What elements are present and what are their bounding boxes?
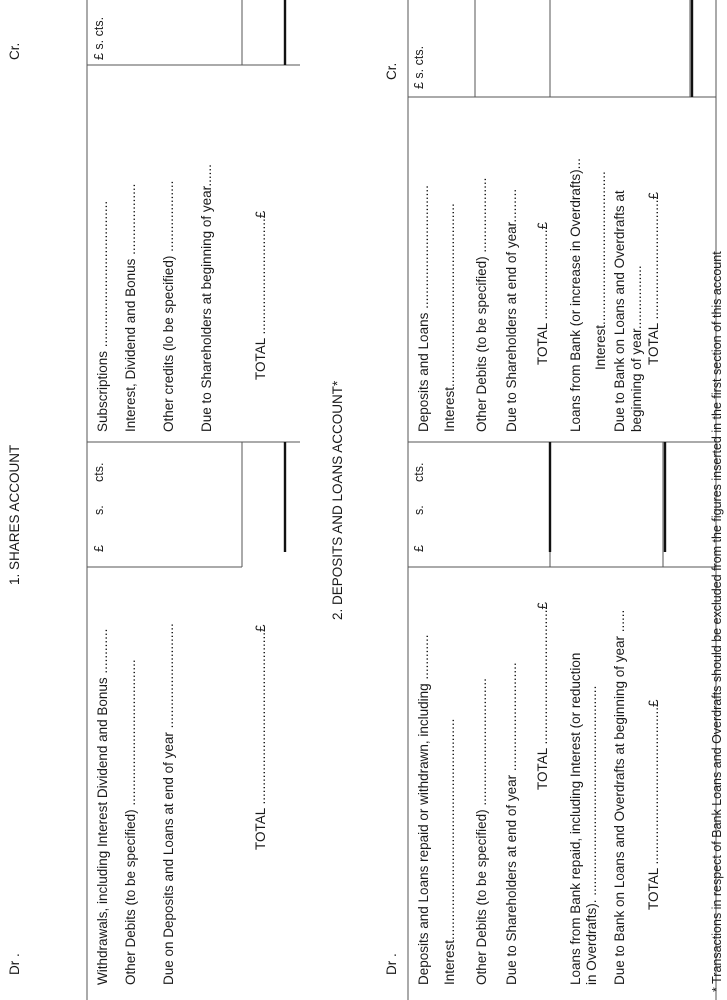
shares-credit-item-2: Interest, Dividend and Bonus ................... (123, 183, 138, 432)
shares-debit-item-3: Due on Deposits and Loans at end of year ............................ (161, 623, 176, 985)
deposits-credit-bank-line-3: Due to Bank on Loans and Overdrafts at (612, 190, 627, 432)
shares-money-header-cents: cts. (92, 462, 106, 482)
shares-credit-total: TOTAL ...............................£ (253, 210, 268, 380)
deposits-credit-money-header: £ s. cts. (412, 45, 426, 89)
deposits-credit-subtotal: TOTAL ........................£ (535, 221, 550, 365)
shares-debit-total: TOTAL ..............................................£ (253, 624, 268, 850)
deposits-credit-bank-line-4: beginning of year................. (629, 265, 644, 432)
deposits-credit-item-3: Other Debits (to be specified) .................... (474, 177, 489, 432)
shares-money-header-shillings: s. (92, 505, 106, 515)
deposits-debit-item-4: Due to Shareholders at end of year ............................. (504, 662, 519, 985)
shares-credit-money-header: £ s. cts. (92, 16, 106, 60)
deposits-debit-item-2: Interest........................................................... (442, 718, 457, 985)
shares-cr-label: Cr. (7, 42, 22, 60)
deposits-money-header-shillings: s. (412, 505, 426, 515)
shares-debit-item-2: Other Debits (to be specified) ....................................... (123, 659, 138, 985)
deposits-debit-subtotal: TOTAL ....................................£ (535, 601, 550, 790)
deposits-debit-item-1: Deposits and Loans repaid or withdrawn, including ............ (416, 634, 431, 985)
shares-title: 1. SHARES ACCOUNT (7, 444, 22, 585)
deposits-credit-bank-line-2: Interest......................................... (593, 171, 608, 370)
deposits-money-header-cents: cts. (412, 462, 426, 482)
shares-dr-label: Dr . (7, 953, 22, 975)
shares-debit-item-1: Withdrawals, including Interest Dividend and Bonus ............ (95, 628, 110, 985)
deposits-credit-total: TOTAL ................................£ (646, 191, 661, 365)
footnote: * Transactions in respect of Bank Loans and Overdrafts should be excluded from the figures inserted in the first section of this account (710, 251, 724, 992)
deposits-dr-label: Dr . (384, 953, 399, 975)
deposits-credit-bank-line-1: Loans from Bank (or increase in Overdrafts)... (568, 158, 583, 432)
deposits-money-header-pound: £ (412, 545, 426, 552)
deposits-title: 2. DEPOSITS AND LOANS ACCOUNT* (330, 380, 345, 620)
deposits-credit-item-1: Deposits and Loans ................................. (416, 185, 431, 432)
shares-credit-item-1: Subscriptions ....................................... (95, 200, 110, 432)
shares-credit-item-4: Due to Shareholders at beginning of year...... (199, 164, 214, 432)
deposits-credit-item-2: Interest................................................. (442, 203, 457, 432)
shares-credit-item-3: Other credits (lo be specified) ................... (161, 180, 176, 432)
shares-money-header-pound: £ (92, 545, 106, 552)
deposits-debit-item-3: Other Debits (to be specified) .................................. (474, 678, 489, 985)
deposits-debit-bank-line-3: Due to Bank on Loans and Overdrafts at beginning of year ...... (612, 609, 627, 985)
deposits-debit-total: TOTAL ..........................................£ (646, 699, 661, 910)
deposits-credit-item-4: Due to Shareholders at end of year......... (504, 188, 519, 432)
deposits-debit-bank-line-1: Loans from Bank repaid, including Interest (or reduction (568, 652, 583, 985)
deposits-cr-label: Cr. (384, 62, 399, 80)
deposits-debit-bank-line-2: in Overdrafts). ........................................................ (584, 685, 599, 985)
